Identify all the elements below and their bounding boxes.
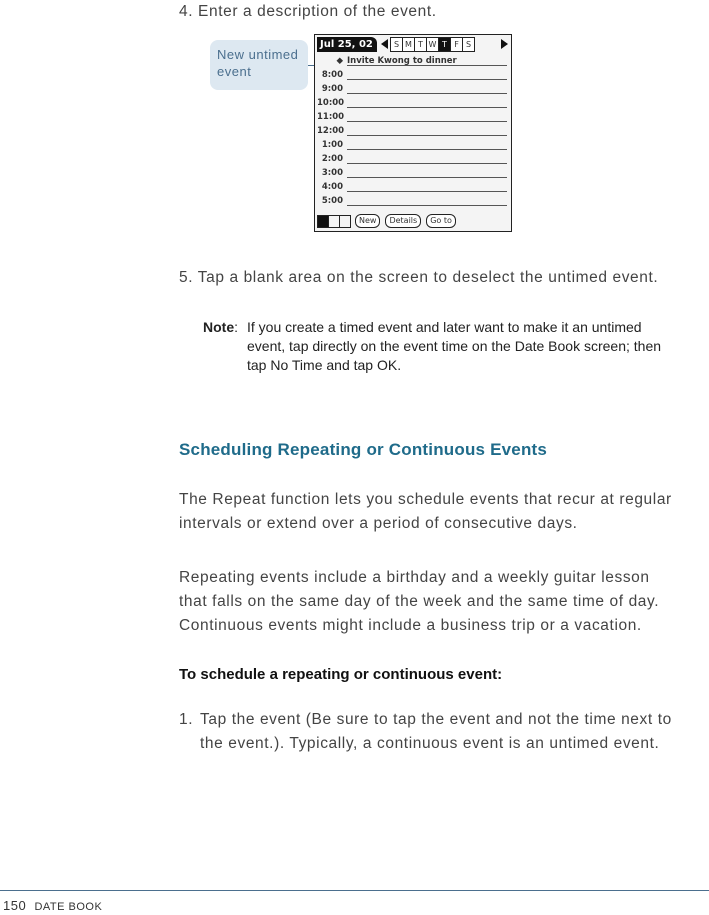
week-day-selector xyxy=(391,37,475,52)
time-label: 1:00 xyxy=(321,140,343,150)
time-label: 5:00 xyxy=(321,196,343,206)
day-button: S xyxy=(462,37,475,52)
section-name: DATE BOOK xyxy=(34,901,103,913)
page-number: 150 xyxy=(3,898,27,913)
footer-rule xyxy=(0,890,709,891)
time-row xyxy=(317,83,507,96)
day-button: M xyxy=(402,37,415,52)
time-row xyxy=(317,125,507,138)
time-label: 2:00 xyxy=(321,154,343,164)
time-label: 12:00 xyxy=(317,126,345,136)
time-label: 11:00 xyxy=(317,112,345,122)
event-text: Invite Kwong to dinner xyxy=(347,56,457,66)
details-button: Details xyxy=(385,214,421,228)
day-button-selected: T xyxy=(438,37,451,52)
step-4-text: 4. Enter a description of the event. xyxy=(179,3,437,20)
time-label: 8:00 xyxy=(321,70,343,80)
section-heading: Scheduling Repeating or Continuous Events xyxy=(179,440,548,459)
day-button: T xyxy=(414,37,427,52)
palm-footer xyxy=(317,214,456,228)
day-button: S xyxy=(390,37,403,52)
note-block: Note: If you create a timed event and later want to make it an untimed event, tap directly on the event time on the Date Book screen; then tap No Time and tap OK. xyxy=(203,318,673,375)
time-row xyxy=(317,97,507,110)
step-1-text: Tap the event (Be sure to tap the event and not the time next to the event.). Typically, a continuous event is an untimed event. xyxy=(200,711,672,752)
step-5-text: 5. Tap a blank area on the screen to deselect the untimed event. xyxy=(179,269,659,286)
untimed-event-row xyxy=(317,55,507,68)
diamond-icon: ◆ xyxy=(336,56,343,66)
time-row xyxy=(317,167,507,180)
prev-week-arrow-icon xyxy=(381,39,388,49)
step-1-number: 1. xyxy=(179,711,194,728)
time-row xyxy=(317,181,507,194)
procedure-heading: To schedule a repeating or continuous event: xyxy=(179,666,503,683)
paragraph-2: Repeating events include a birthday and a weekly guitar lesson that falls on the same day of the week and the same time of day. Continuous events might include a business trip or a vacation. xyxy=(179,569,660,634)
paragraph-1: The Repeat function lets you schedule events that recur at regular intervals or extend over a period of consecutive days. xyxy=(179,491,672,532)
day-button: F xyxy=(450,37,463,52)
day-button: W xyxy=(426,37,439,52)
time-row xyxy=(317,139,507,152)
date-book-screenshot xyxy=(314,34,512,232)
month-view-icon xyxy=(339,215,351,228)
time-row xyxy=(317,69,507,82)
callout-label: New untimed event xyxy=(210,40,308,90)
note-text: If you create a timed event and later want to make it an untimed event, tap directly on the event time on the Date Book screen; then tap No Time and tap OK. xyxy=(247,319,662,373)
next-week-arrow-icon xyxy=(501,39,508,49)
time-label: 9:00 xyxy=(321,84,343,94)
time-row xyxy=(317,111,507,124)
new-button: New xyxy=(355,214,380,228)
step-1 xyxy=(179,708,679,756)
page-footer xyxy=(3,898,102,913)
time-label: 10:00 xyxy=(317,98,345,108)
time-label: 4:00 xyxy=(321,182,343,192)
time-row xyxy=(317,153,507,166)
date-title: Jul 25, 02 xyxy=(317,37,377,52)
time-row xyxy=(317,195,507,208)
time-label: 3:00 xyxy=(321,168,343,178)
note-label: Note xyxy=(203,319,235,335)
goto-button: Go to xyxy=(426,214,456,228)
